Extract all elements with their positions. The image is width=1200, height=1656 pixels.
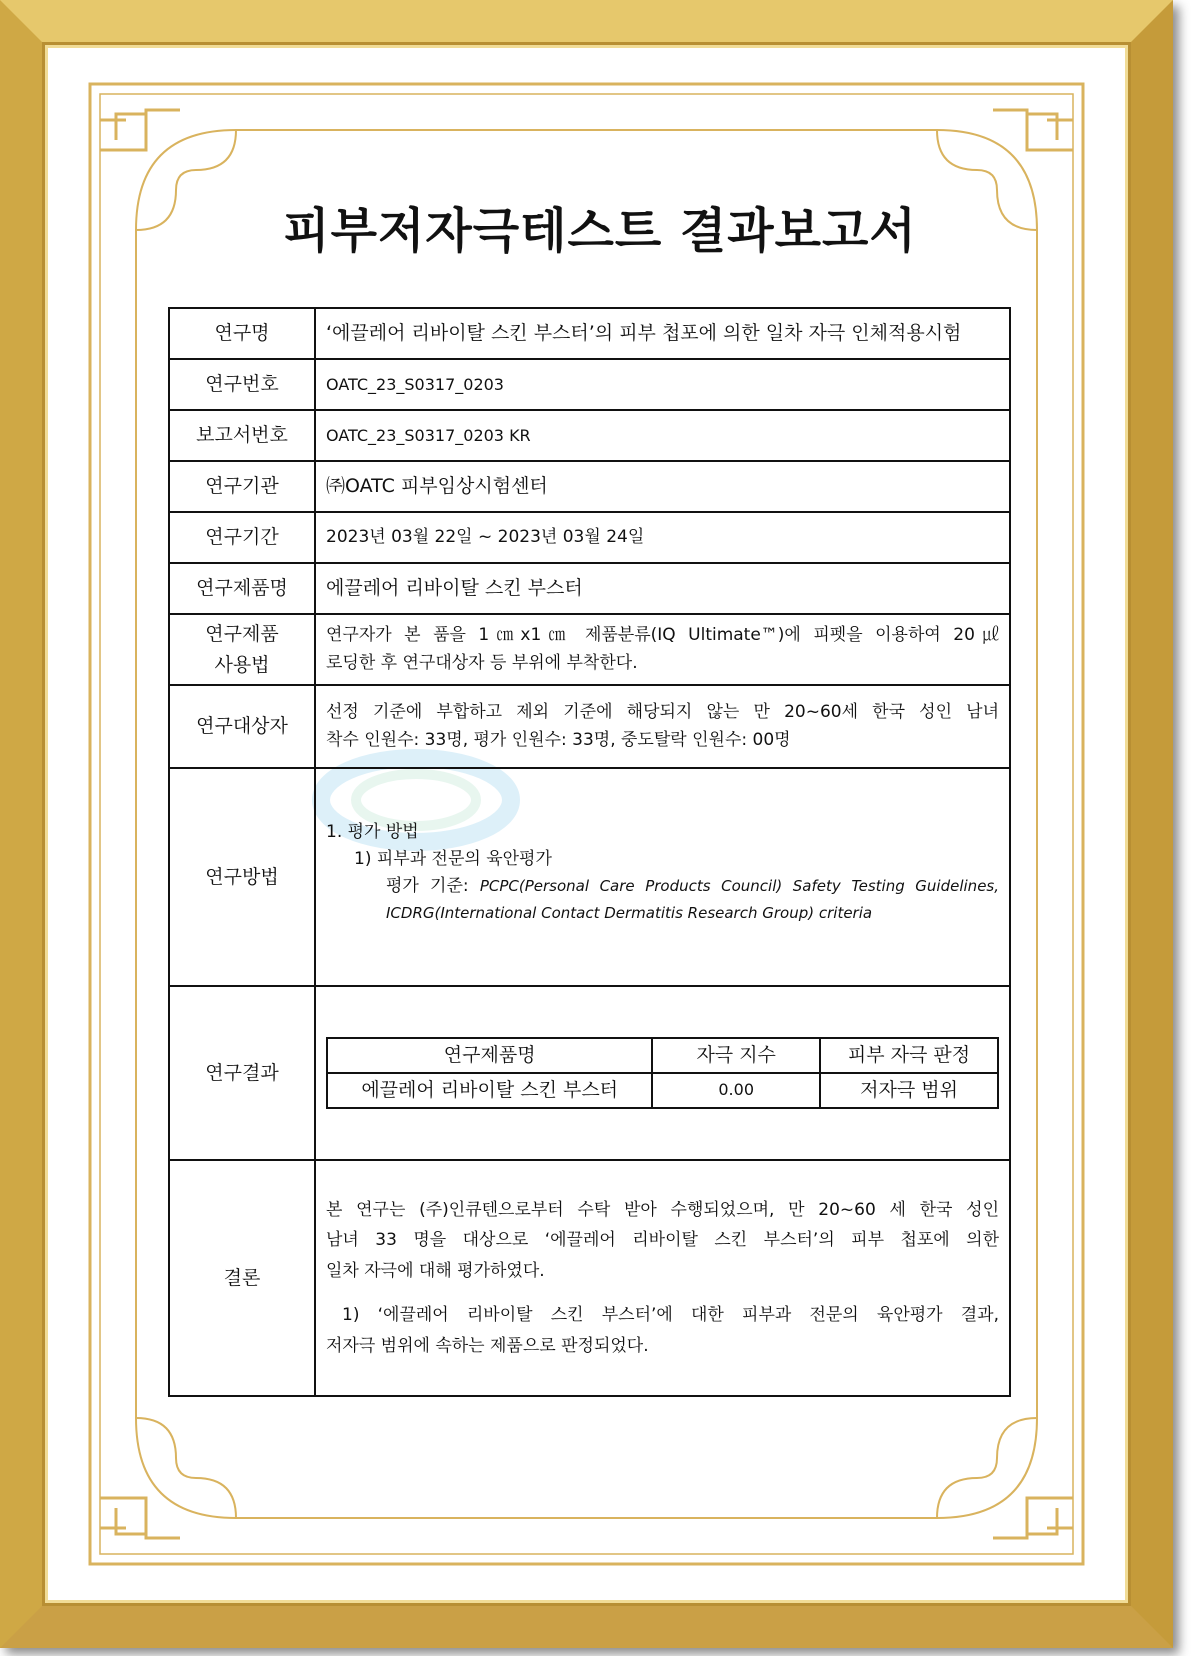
results-header-row — [327, 1038, 998, 1073]
usage-line1: 연구자가 본 품을 1㎝x1㎝ 제품분류(IQ Ultimate™)에 피펫을 이용하여 20㎕ — [326, 625, 999, 646]
method-criteria-label: 평가 기준: — [386, 876, 469, 897]
results-judgement: 저자극 범위 — [820, 1073, 998, 1108]
results-value — [315, 986, 1010, 1160]
method-value — [315, 768, 1010, 986]
conclusion-para1-line1: 본 연구는 (주)인큐텐으로부터 수탁 받아 수행되었으며, 만 20~60 세 한국 성인 — [326, 1199, 999, 1220]
row-usage — [169, 614, 1010, 685]
conclusion-para1-line3: 일차 자극에 대해 평가하였다. — [326, 1260, 545, 1281]
usage-label-line1: 연구제품 — [205, 623, 279, 646]
usage-line2: 로딩한 후 연구대상자 등 부위에 부착한다. — [326, 652, 638, 673]
row-subjects — [169, 685, 1010, 768]
usage-label — [169, 614, 315, 685]
conclusion-value — [315, 1160, 1010, 1396]
institution-value: ㈜OATC 피부임상시험센터 — [315, 461, 1010, 512]
subjects-value — [315, 685, 1010, 768]
usage-label-line2: 사용법 — [214, 653, 270, 676]
row-product-name — [169, 563, 1010, 614]
results-label: 연구결과 — [169, 986, 315, 1160]
period-value: 2023년 03월 22일 ~ 2023년 03월 24일 — [315, 512, 1010, 563]
conclusion-label: 결론 — [169, 1160, 315, 1396]
product-name-value: 에끌레어 리바이탈 스킨 부스터 — [315, 563, 1010, 614]
subjects-line2: 착수 인원수: 33명, 평가 인원수: 33명, 중도탈락 인원수: 00명 — [326, 729, 791, 750]
row-conclusion — [169, 1160, 1010, 1396]
study-name-label: 연구명 — [169, 308, 315, 359]
results-product: 에끌레어 리바이탈 스킨 부스터 — [327, 1073, 652, 1108]
institution-label: 연구기관 — [169, 461, 315, 512]
usage-value — [315, 614, 1010, 685]
study-number-label: 연구번호 — [169, 359, 315, 410]
report-number-label: 보고서번호 — [169, 410, 315, 461]
results-header-judgement: 피부 자극 판정 — [820, 1038, 998, 1073]
study-number-value: OATC_23_S0317_0203 — [315, 359, 1010, 410]
row-results — [169, 986, 1010, 1160]
results-index: 0.00 — [652, 1073, 820, 1108]
subjects-label: 연구대상자 — [169, 685, 315, 768]
report-title: 피부저자극테스트 결과보고서 — [283, 203, 917, 259]
method-heading: 1. 평가 방법 — [326, 822, 419, 842]
period-label: 연구기간 — [169, 512, 315, 563]
results-table — [326, 1037, 999, 1110]
conclusion-para2-line2: 저자극 범위에 속하는 제품으로 판정되었다. — [326, 1335, 649, 1356]
results-data-row — [327, 1073, 998, 1108]
results-header-product: 연구제품명 — [327, 1038, 652, 1073]
row-method — [169, 768, 1010, 986]
method-criteria-text1: PCPC(Personal Care Products Council) Safety Testing Guidelines, — [479, 877, 1000, 896]
conclusion-para2-line1: 1) ‘에끌레어 리바이탈 스킨 부스터’에 대한 피부과 전문의 육안평가 결과, — [342, 1305, 999, 1326]
results-header-index: 자극 지수 — [652, 1038, 820, 1073]
report-table — [168, 307, 1011, 1397]
report-number-value: OATC_23_S0317_0203 KR — [315, 410, 1010, 461]
subjects-line1: 선정 기준에 부합하고 제외 기준에 해당되지 않는 만 20~60세 한국 성인 남녀 — [326, 702, 999, 723]
row-study-number — [169, 359, 1010, 410]
method-criteria-line1 — [386, 873, 999, 900]
product-name-label: 연구제품명 — [169, 563, 315, 614]
row-study-name — [169, 308, 1010, 359]
study-name-value: ‘에끌레어 리바이탈 스킨 부스터’의 피부 첩포에 의한 일차 자극 인체적용시험 — [315, 308, 1010, 359]
row-period — [169, 512, 1010, 563]
conclusion-para1-line2: 남녀 33 명을 대상으로 ‘에끌레어 리바이탈 스킨 부스터’의 피부 첩포에 의한 — [326, 1230, 999, 1251]
row-report-number — [169, 410, 1010, 461]
method-label: 연구방법 — [169, 768, 315, 986]
method-sub: 1) 피부과 전문의 육안평가 — [354, 849, 552, 870]
row-institution — [169, 461, 1010, 512]
method-criteria-line2: ICDRG(International Contact Dermatitis Research Group) criteria — [386, 903, 873, 922]
